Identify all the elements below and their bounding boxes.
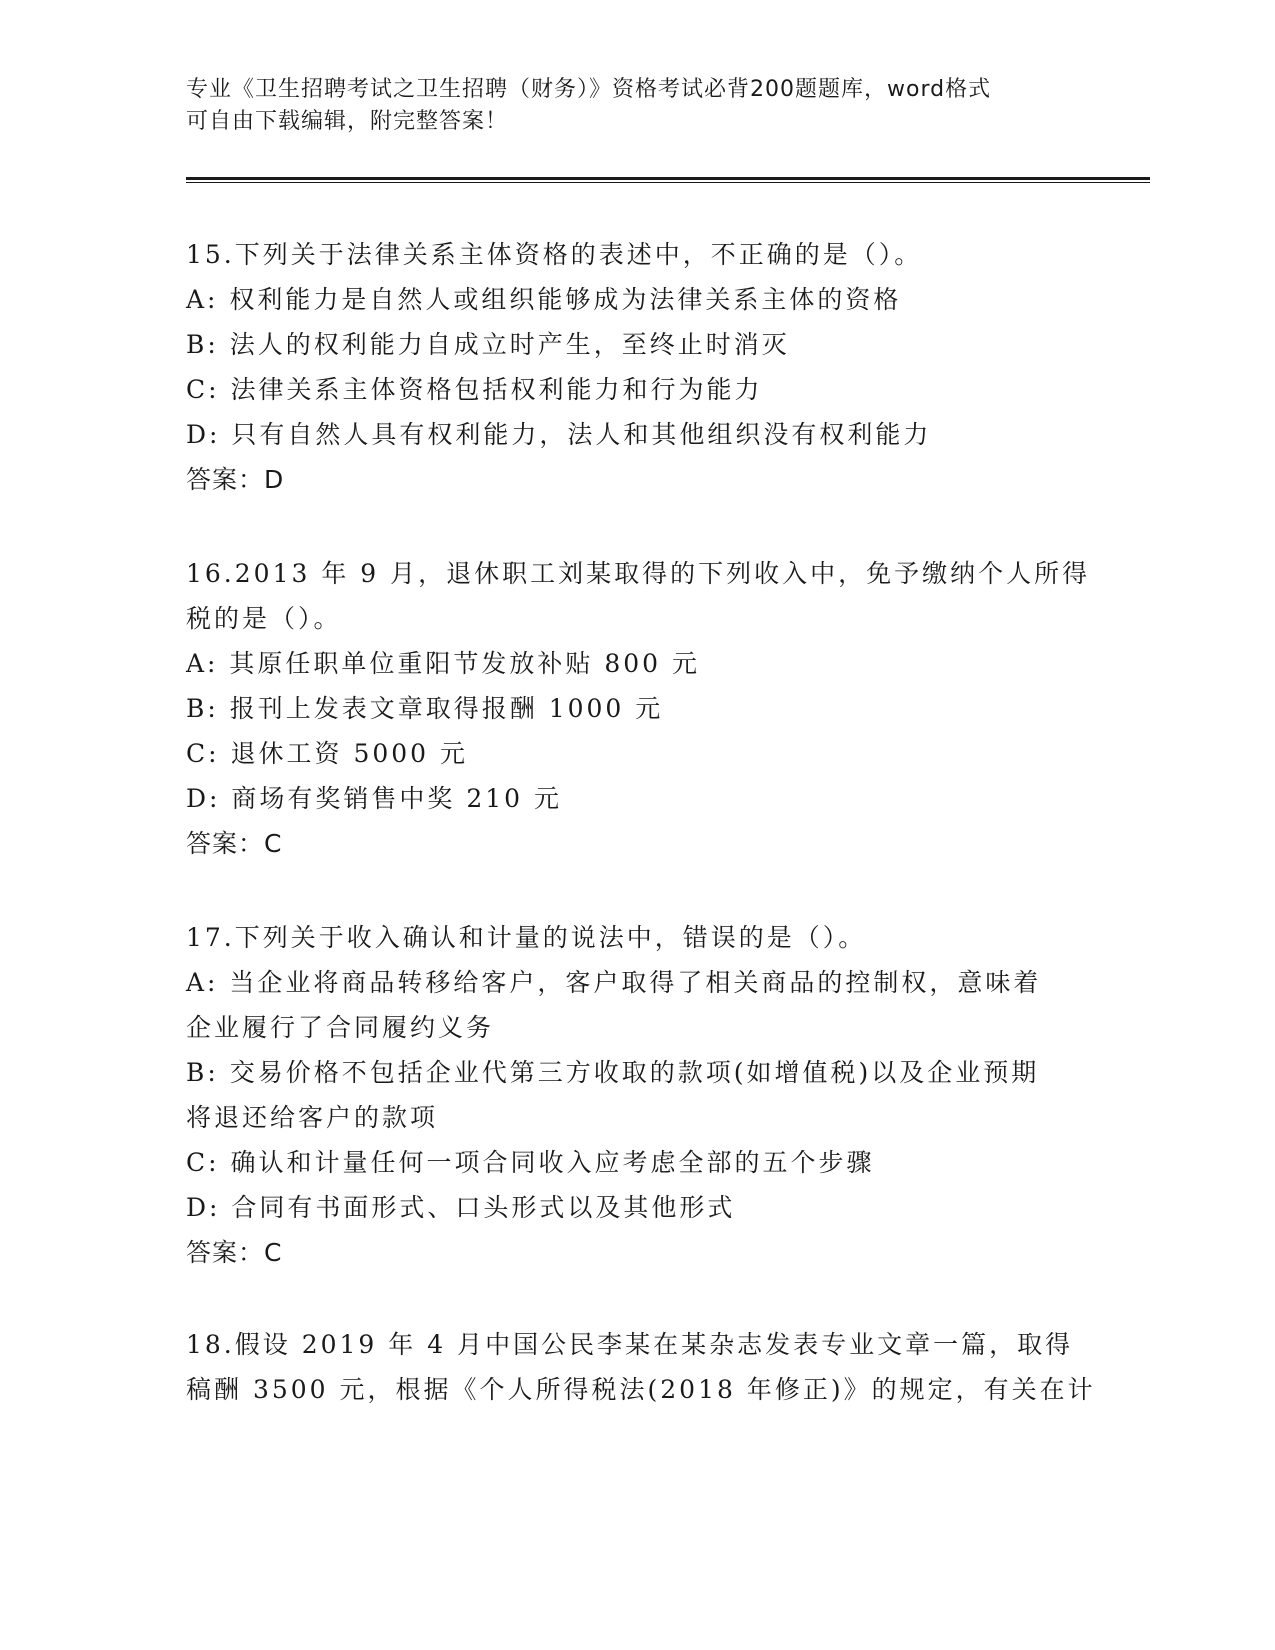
question-16-answer: 答案：C [186,829,283,858]
question-15-answer: 答案：D [186,465,285,494]
question-18-stem-line-2: 稿酬 3500 元，根据《个人所得税法(2018 年修正)》的规定，有关在计 [186,1375,1096,1404]
question-15-option-d: D: 只有自然人具有权利能力，法人和其他组织没有权利能力 [186,420,932,449]
question-17-stem: 17.下列关于收入确认和计量的说法中，错误的是（）。 [186,923,867,952]
question-15-option-c: C: 法律关系主体资格包括权利能力和行为能力 [186,375,763,404]
question-17-option-c: C: 确认和计量任何一项合同收入应考虑全部的五个步骤 [186,1148,875,1177]
question-18-stem-line-1: 18.假设 2019 年 4 月中国公民李某在某杂志发表专业文章一篇，取得 [186,1330,1074,1359]
question-15-option-a: A: 权利能力是自然人或组织能够成为法律关系主体的资格 [186,285,902,314]
question-16-option-b: B: 报刊上发表文章取得报酬 1000 元 [186,694,664,723]
question-17-option-d: D: 合同有书面形式、口头形式以及其他形式 [186,1193,736,1222]
question-18 [186,1322,1096,1412]
header-line-1: 专业《卫生招聘考试之卫生招聘（财务）》资格考试必背200题题库，word格式 [186,77,992,102]
document-header [186,74,1066,138]
question-15-option-b: B: 法人的权利能力自成立时产生，至终止时消灭 [186,330,790,359]
question-16 [186,551,1091,866]
question-16-option-c: C: 退休工资 5000 元 [186,739,469,768]
question-15-stem: 15.下列关于法律关系主体资格的表述中，不正确的是（）。 [186,240,923,269]
question-16-stem-line-1: 16.2013 年 9 月，退休职工刘某取得的下列收入中，免予缴纳个人所得 [186,559,1091,588]
question-16-stem-line-2: 税的是（）。 [186,604,342,633]
question-17-option-a-line-1: A: 当企业将商品转移给客户，客户取得了相关商品的控制权，意味着 [186,968,1042,997]
question-17-option-a-line-2: 企业履行了合同履约义务 [186,1013,495,1042]
question-17-option-b-line-1: B: 交易价格不包括企业代第三方收取的款项(如增值税)以及企业预期 [186,1058,1040,1087]
question-16-option-d: D: 商场有奖销售中奖 210 元 [186,784,563,813]
header-divider-thick [186,177,1150,180]
header-line-2: 可自由下载编辑，附完整答案！ [186,109,509,134]
question-17-answer: 答案：C [186,1238,283,1267]
header-divider-thin [186,182,1150,183]
question-15 [186,232,1086,502]
question-17-option-b-line-2: 将退还给客户的款项 [186,1103,439,1132]
question-17 [186,915,1086,1275]
question-16-option-a: A: 其原任职单位重阳节发放补贴 800 元 [186,649,701,678]
